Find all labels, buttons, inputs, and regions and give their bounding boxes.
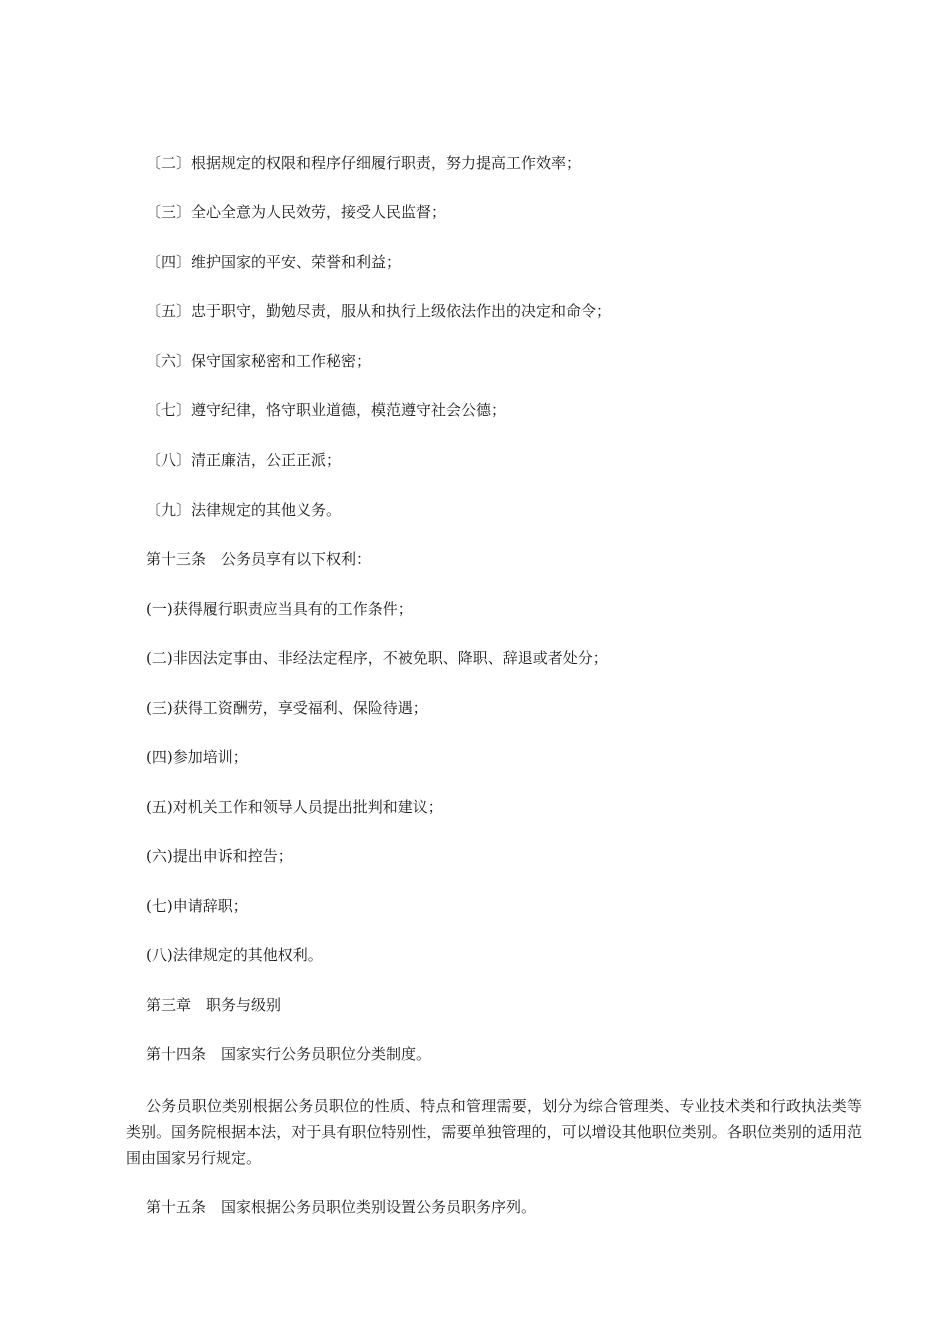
body-paragraph: 公务员职位类别根据公务员职位的性质、特点和管理需要，划分为综合管理类、专业技术类和行政执法类等类别。国务院根据本法，对于具有职位特别性，需要单独管理的，可以增设其他职位类别。各职位类别的适用范围由国家另行规定。 xyxy=(126,1097,862,1167)
text-line: 〔九〕法律规定的其他义务。 xyxy=(146,501,342,519)
text-line: 〔八〕清正廉洁，公正正派； xyxy=(146,451,342,469)
text-line: (八)法律规定的其他权利。 xyxy=(146,946,323,964)
article-heading: 第十四条 国家实行公务员职位分类制度。 xyxy=(146,1045,432,1063)
text-line: (七)申请辞职； xyxy=(146,897,248,915)
text-line: (六)提出申诉和控告； xyxy=(146,847,293,865)
chapter-heading: 第三章 职务与级别 xyxy=(146,996,282,1014)
text-line: 〔六〕保守国家秘密和工作秘密； xyxy=(146,352,372,370)
article-heading: 第十五条 国家根据公务员职位类别设置公务员职务序列。 xyxy=(146,1198,537,1216)
text-line: (四)参加培训； xyxy=(146,748,248,766)
text-line: (三)获得工资酬劳，享受福利、保险待遇； xyxy=(146,699,428,717)
text-line: (五)对机关工作和领导人员提出批判和建议； xyxy=(146,798,443,816)
text-line: 〔三〕全心全意为人民效劳，接受人民监督； xyxy=(146,203,447,221)
text-line: (一)获得履行职责应当具有的工作条件； xyxy=(146,600,413,618)
text-line: 〔四〕维护国家的平安、荣誉和利益； xyxy=(146,253,402,271)
text-line: (二)非因法定事由、非经法定程序，不被免职、降职、辞退或者处分； xyxy=(146,649,608,667)
text-line: 〔五〕忠于职守，勤勉尽责，服从和执行上级依法作出的决定和命令； xyxy=(146,302,612,320)
article-heading: 第十三条 公务员享有以下权利： xyxy=(146,550,372,568)
text-line: 〔二〕根据规定的权限和程序仔细履行职责，努力提高工作效率； xyxy=(146,154,582,172)
text-line: 〔七〕遵守纪律，恪守职业道德，模范遵守社会公德； xyxy=(146,401,507,419)
